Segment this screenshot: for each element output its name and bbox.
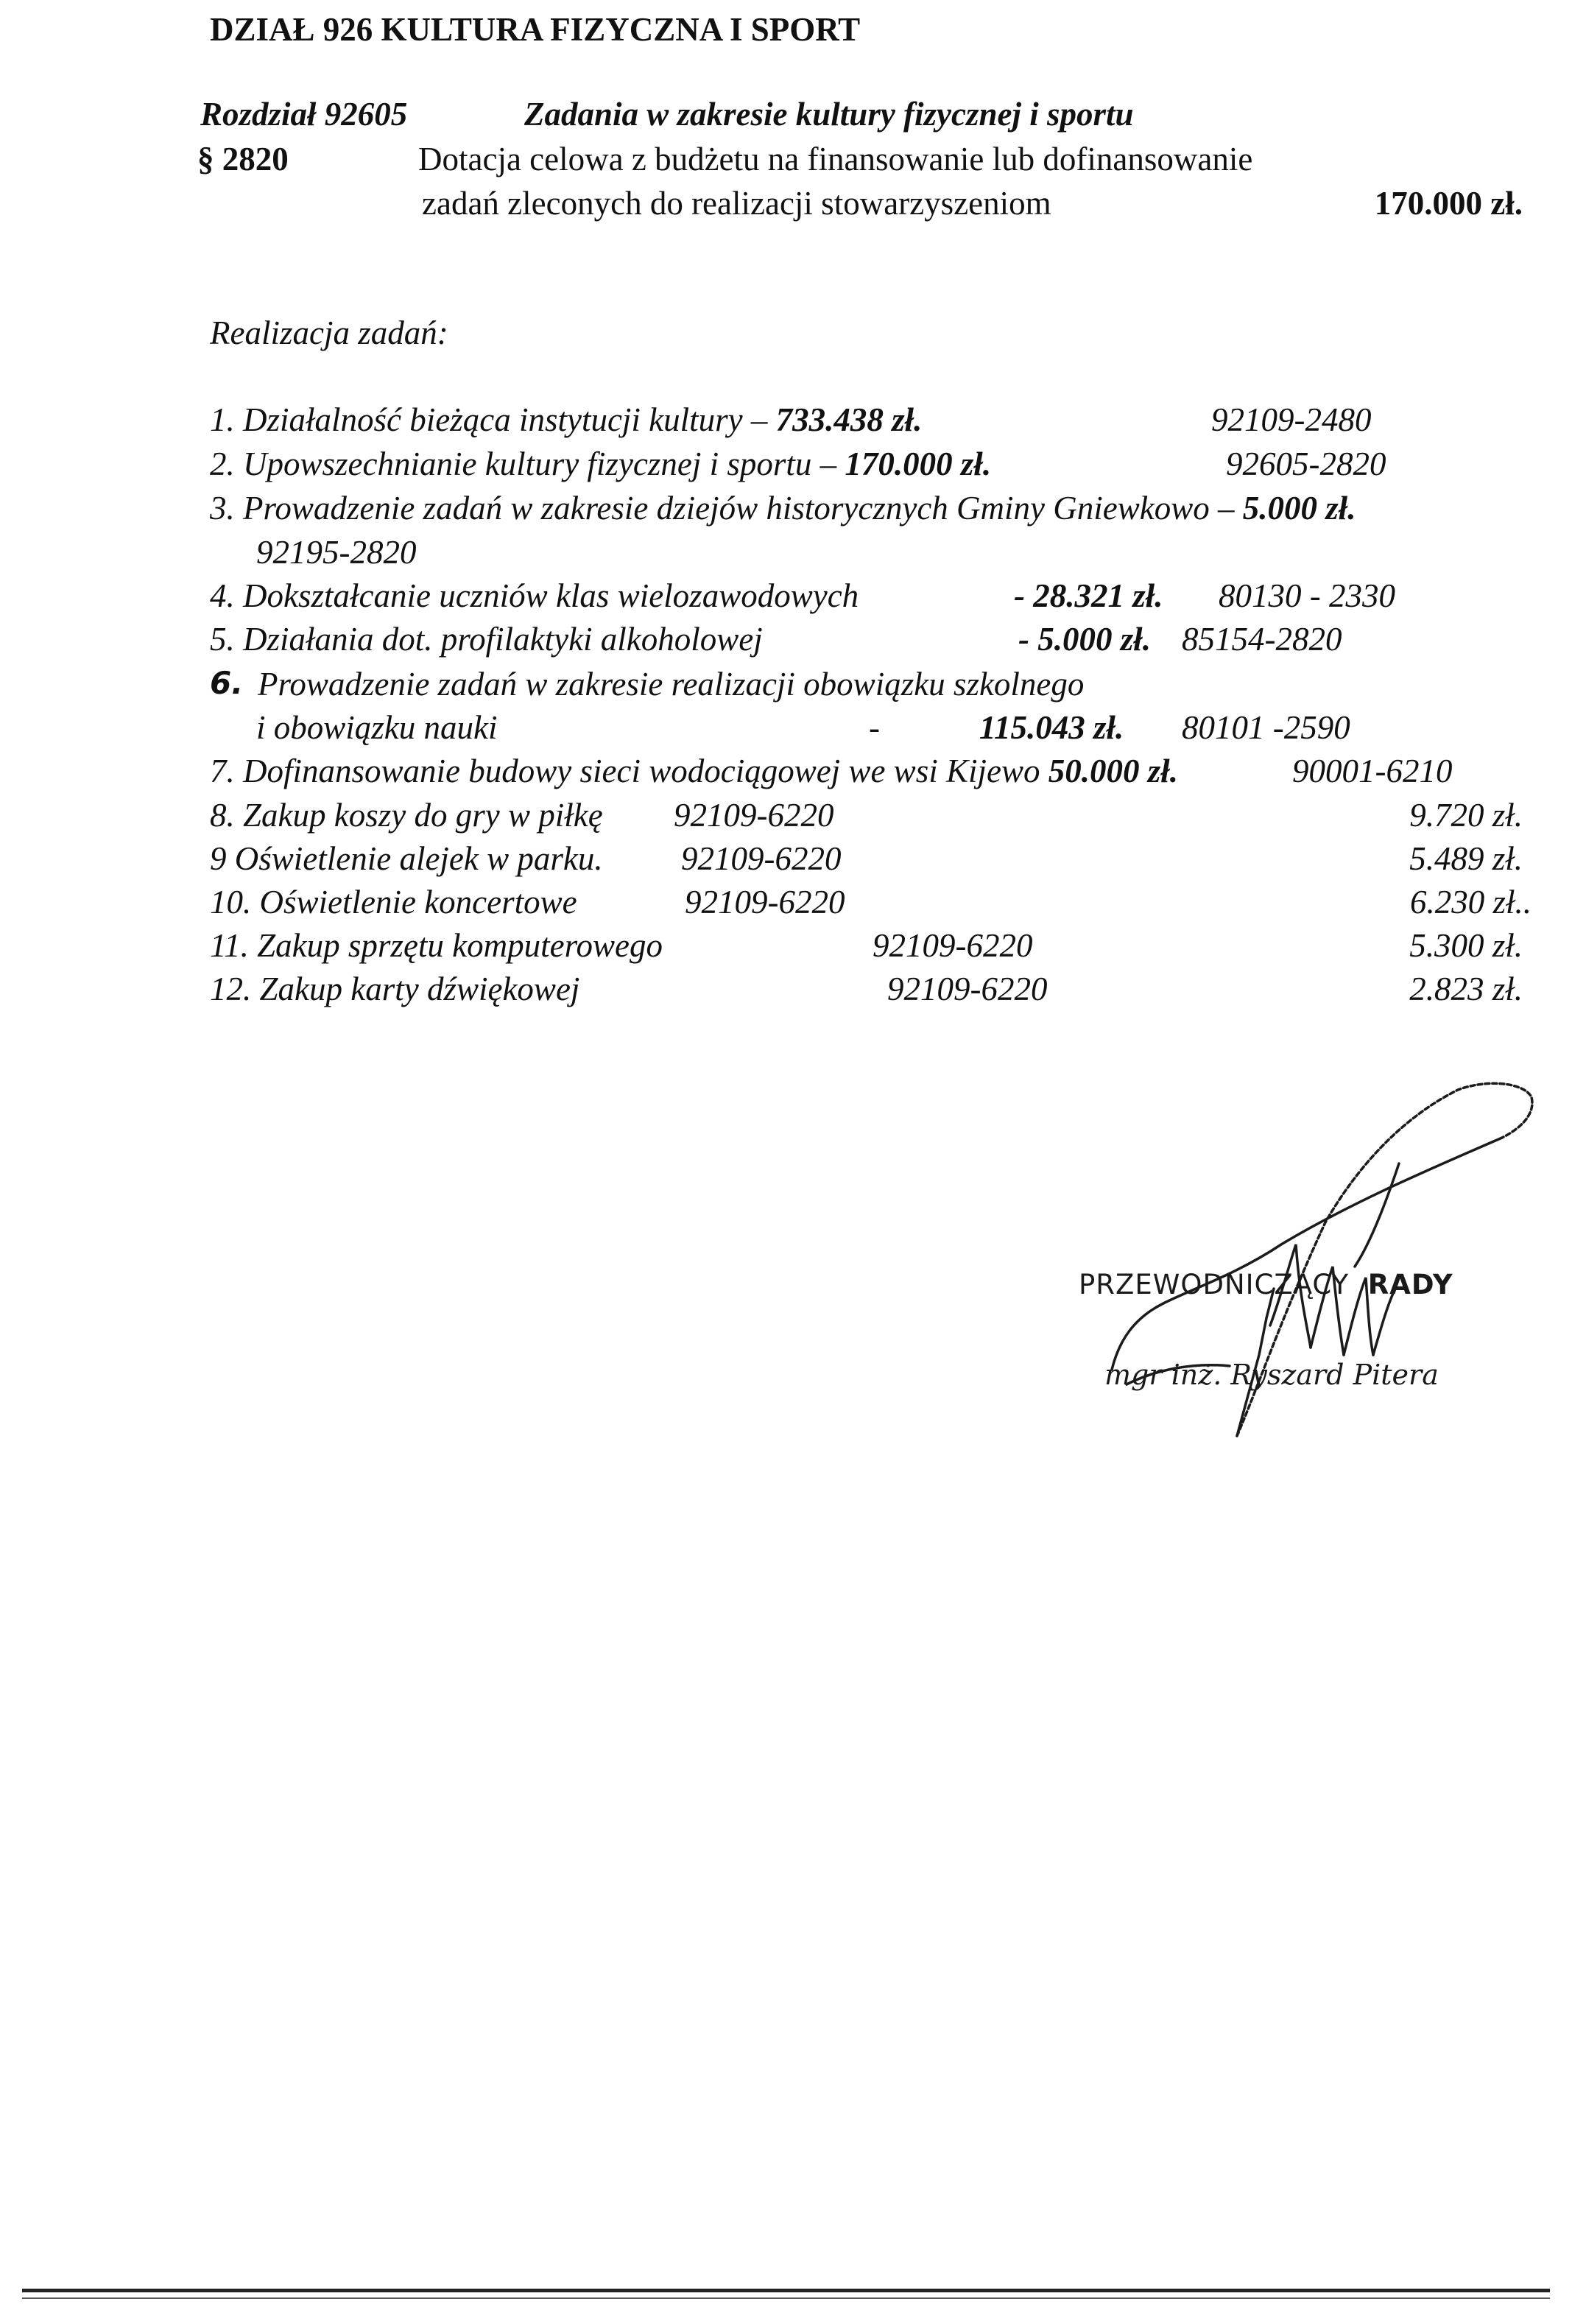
task-3-text: 3. Prowadzenie zadań w zakresie dziejów historycznych Gminy Gniewkowo – <box>210 490 1243 527</box>
paragraph-code: § 2820 <box>197 141 289 177</box>
task-9-amount: 5.489 zł. <box>1409 840 1523 877</box>
task-10-text: 10. Oświetlenie koncertowe <box>210 884 577 920</box>
task-4-text: 4. Dokształcanie uczniów klas wielozawodowych <box>210 577 859 614</box>
paragraph-line-2: zadań zleconych do realizacji stowarzyszeniom <box>422 185 1051 222</box>
task-7-code: 90001-6210 <box>1292 753 1453 789</box>
task-2 <box>210 448 991 481</box>
task-3 <box>210 492 1356 525</box>
task-6-dash: - <box>869 709 880 746</box>
task-6-text-line-2: i obowiązku nauki <box>256 709 498 746</box>
task-11-amount: 5.300 zł. <box>1409 927 1523 964</box>
task-1-text: 1. Działalność bieżąca instytucji kultury – <box>210 401 776 438</box>
task-2-text: 2. Upowszechnianie kultury fizycznej i sportu – <box>210 446 845 482</box>
task-4-amount: - 28.321 zł. <box>1014 577 1163 614</box>
task-1-code: 92109-2480 <box>1211 401 1372 438</box>
handwritten-signature <box>1016 1075 1532 1458</box>
section-heading: DZIAŁ 926 KULTURA FIZYCZNA I SPORT <box>210 11 861 48</box>
bottom-rule <box>22 2289 1550 2292</box>
task-5-amount: - 5.000 zł. <box>1018 621 1151 658</box>
task-10-code: 92109-6220 <box>685 884 845 920</box>
task-6-amount: 115.043 zł. <box>979 709 1124 746</box>
task-12-text: 12. Zakup karty dźwiękowej <box>210 971 580 1007</box>
task-11-code: 92109-6220 <box>873 927 1033 964</box>
stamp-title-b: RADY <box>1367 1269 1453 1300</box>
task-9-text: 9 Oświetlenie alejek w parku. <box>210 840 603 877</box>
task-11-text: 11. Zakup sprzętu komputerowego <box>210 927 663 964</box>
task-4-code: 80130 - 2330 <box>1219 577 1395 614</box>
task-12-amount: 2.823 zł. <box>1409 971 1523 1007</box>
task-1-amount: 733.438 zł. <box>775 401 923 438</box>
task-5-code: 85154-2820 <box>1182 621 1342 658</box>
chapter-title: Zadania w zakresie kultury fizycznej i sportu <box>524 96 1134 133</box>
task-7 <box>210 755 1178 788</box>
task-9-code: 92109-6220 <box>681 840 842 877</box>
task-2-code: 92605-2820 <box>1226 446 1386 482</box>
stamp-name: mgr inż. Ryszard Pitera <box>1104 1359 1439 1391</box>
paragraph-line-1: Dotacja celowa z budżetu na finansowanie lub dofinansowanie <box>418 141 1253 177</box>
bottom-rule-thin <box>22 2297 1550 2299</box>
task-2-amount: 170.000 zł. <box>845 446 992 482</box>
task-8-amount: 9.720 zł. <box>1409 797 1523 834</box>
stamp-title-a: PRZEWODNICZĄCY <box>1079 1269 1350 1300</box>
task-3-code: 92195-2820 <box>256 534 417 571</box>
task-8-code: 92109-6220 <box>674 797 834 834</box>
task-7-amount: 50.000 zł. <box>1048 753 1178 789</box>
task-12-code: 92109-6220 <box>887 971 1048 1007</box>
task-6-number: 6. <box>210 665 244 701</box>
task-3-amount: 5.000 zł. <box>1242 490 1356 527</box>
task-6-text-line-1: Prowadzenie zadań w zakresie realizacji obowiązku szkolnego <box>258 666 1085 703</box>
chapter-label: Rozdział 92605 <box>200 96 408 133</box>
task-7-text: 7. Dofinansowanie budowy sieci wodociągowej we wsi Kijewo <box>210 753 1048 789</box>
task-6-code: 80101 -2590 <box>1182 709 1350 746</box>
task-10-amount: 6.230 zł.. <box>1409 884 1532 920</box>
task-8-text: 8. Zakup koszy do gry w piłkę <box>210 797 603 834</box>
task-5-text: 5. Działania dot. profilaktyki alkoholowej <box>210 621 763 658</box>
paragraph-amount: 170.000 zł. <box>1374 185 1523 222</box>
task-1 <box>210 401 923 438</box>
tasks-heading: Realizacja zadań: <box>210 314 448 351</box>
